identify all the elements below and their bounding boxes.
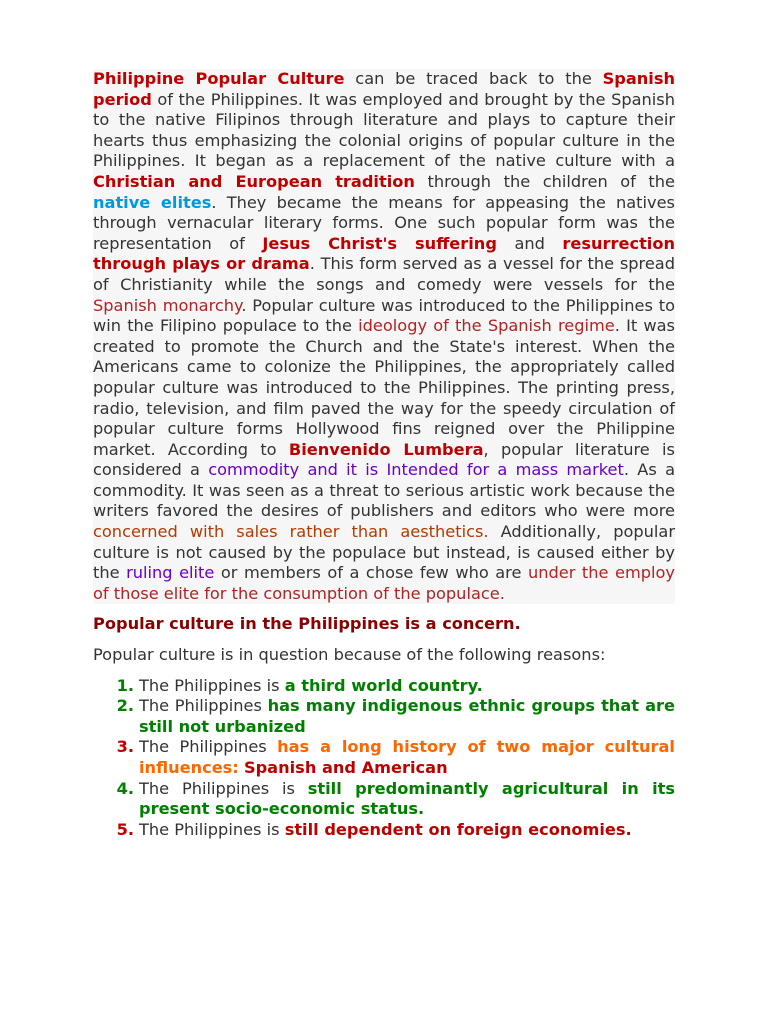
text-run: through the children of the bbox=[414, 171, 675, 191]
history-paragraph bbox=[93, 69, 675, 604]
highlighted-phrase: has many indigenous ethnic groups that are still not urbanized bbox=[139, 696, 675, 736]
highlighted-phrase: concerned with sales rather than aesthetics. bbox=[93, 522, 489, 542]
highlighted-phrase: still dependent on foreign economies. bbox=[284, 819, 632, 839]
highlighted-phrase: commodity and it is Intended for a mass market bbox=[208, 460, 624, 480]
highlighted-phrase: native elites bbox=[93, 192, 212, 212]
reason-item bbox=[93, 779, 675, 820]
highlighted-phrase: Bienvenido Lumbera bbox=[288, 439, 484, 459]
text-run: . This form served as a vessel for the spread of Christianity while the songs and comedy were vessels for the bbox=[93, 254, 675, 294]
text-run: can be traced back to the bbox=[344, 69, 603, 88]
highlighted-phrase: Christian and European tradition bbox=[93, 171, 415, 191]
highlighted-phrase: resurrection through plays or drama bbox=[93, 233, 675, 274]
text-run: The Philippines is bbox=[139, 819, 285, 839]
text-run: Additionally, popular culture is not caused by the populace but instead, is caused either by the bbox=[93, 522, 675, 583]
reason-item bbox=[93, 696, 675, 737]
text-run: The Philippines bbox=[139, 737, 278, 757]
text-run: . They became the means for appeasing the natives through vernacular literary forms. One such popular form was the representation of bbox=[93, 192, 675, 253]
document-page bbox=[93, 69, 675, 840]
list-number: 1. bbox=[116, 675, 134, 695]
text-run: The Philippines is bbox=[139, 675, 285, 695]
reason-item bbox=[93, 820, 675, 841]
text-run: or members of a chose few who are bbox=[214, 563, 528, 583]
highlighted-phrase: has a long history of two major cultural influences: bbox=[139, 737, 675, 777]
list-number: 2. bbox=[116, 696, 134, 716]
reasons-intro: Popular culture is in question because of the following reasons: bbox=[93, 645, 606, 665]
text-run: . Popular culture was introduced to the Philippines to win the Filipino populace to the bbox=[93, 295, 675, 336]
text-run: . As a commodity. It was seen as a threat to serious artistic work because the writers favored the desires of publishers and editors who were more bbox=[93, 460, 675, 521]
highlighted-phrase: Jesus Christ's suffering bbox=[262, 233, 497, 253]
list-number: 3. bbox=[116, 737, 134, 757]
highlighted-phrase: ruling elite bbox=[126, 563, 215, 583]
highlighted-phrase: a third world country. bbox=[284, 675, 483, 695]
highlighted-phrase: Spanish period bbox=[93, 69, 675, 109]
list-number: 4. bbox=[116, 778, 134, 798]
text-run: The Philippines is bbox=[139, 778, 308, 798]
reasons-list bbox=[93, 676, 675, 841]
text-run: . It was created to promote the Church and the State's interest. When the Americans came to colonize the Philippines, the appropriately called popular culture was introduced to the Philippines. The printing press, radio, television, and film paved the way for the speedy circulation of popular culture forms Hollywood fins reigned over the Philippine market. According to bbox=[93, 316, 675, 459]
text-run: The Philippines bbox=[139, 696, 268, 716]
highlighted-phrase: Spanish monarchy bbox=[93, 295, 242, 315]
list-number: 5. bbox=[116, 819, 134, 839]
highlighted-phrase: under the employ of those elite for the consumption of the populace. bbox=[93, 563, 676, 603]
reason-item bbox=[93, 676, 675, 697]
highlighted-phrase: Spanish and American bbox=[243, 758, 448, 777]
highlighted-phrase: Philippine Popular Culture bbox=[93, 69, 345, 88]
highlighted-phrase: ideology of the Spanish regime bbox=[358, 316, 615, 336]
text-run: of the Philippines. It was employed and brought by the Spanish to the native Filipinos through literature and plays to capture their hearts thus emphasizing the colonial origins of popular culture in the Philippines. It began as a replacement of the native culture with a bbox=[93, 89, 675, 171]
highlighted-phrase: still predominantly agricultural in its present socio-economic status. bbox=[139, 778, 676, 819]
section-heading: Popular culture in the Philippines is a concern. bbox=[93, 614, 521, 634]
text-run: and bbox=[496, 233, 563, 253]
reason-item bbox=[93, 737, 675, 778]
text-run: , popular literature is considered a bbox=[93, 439, 675, 480]
